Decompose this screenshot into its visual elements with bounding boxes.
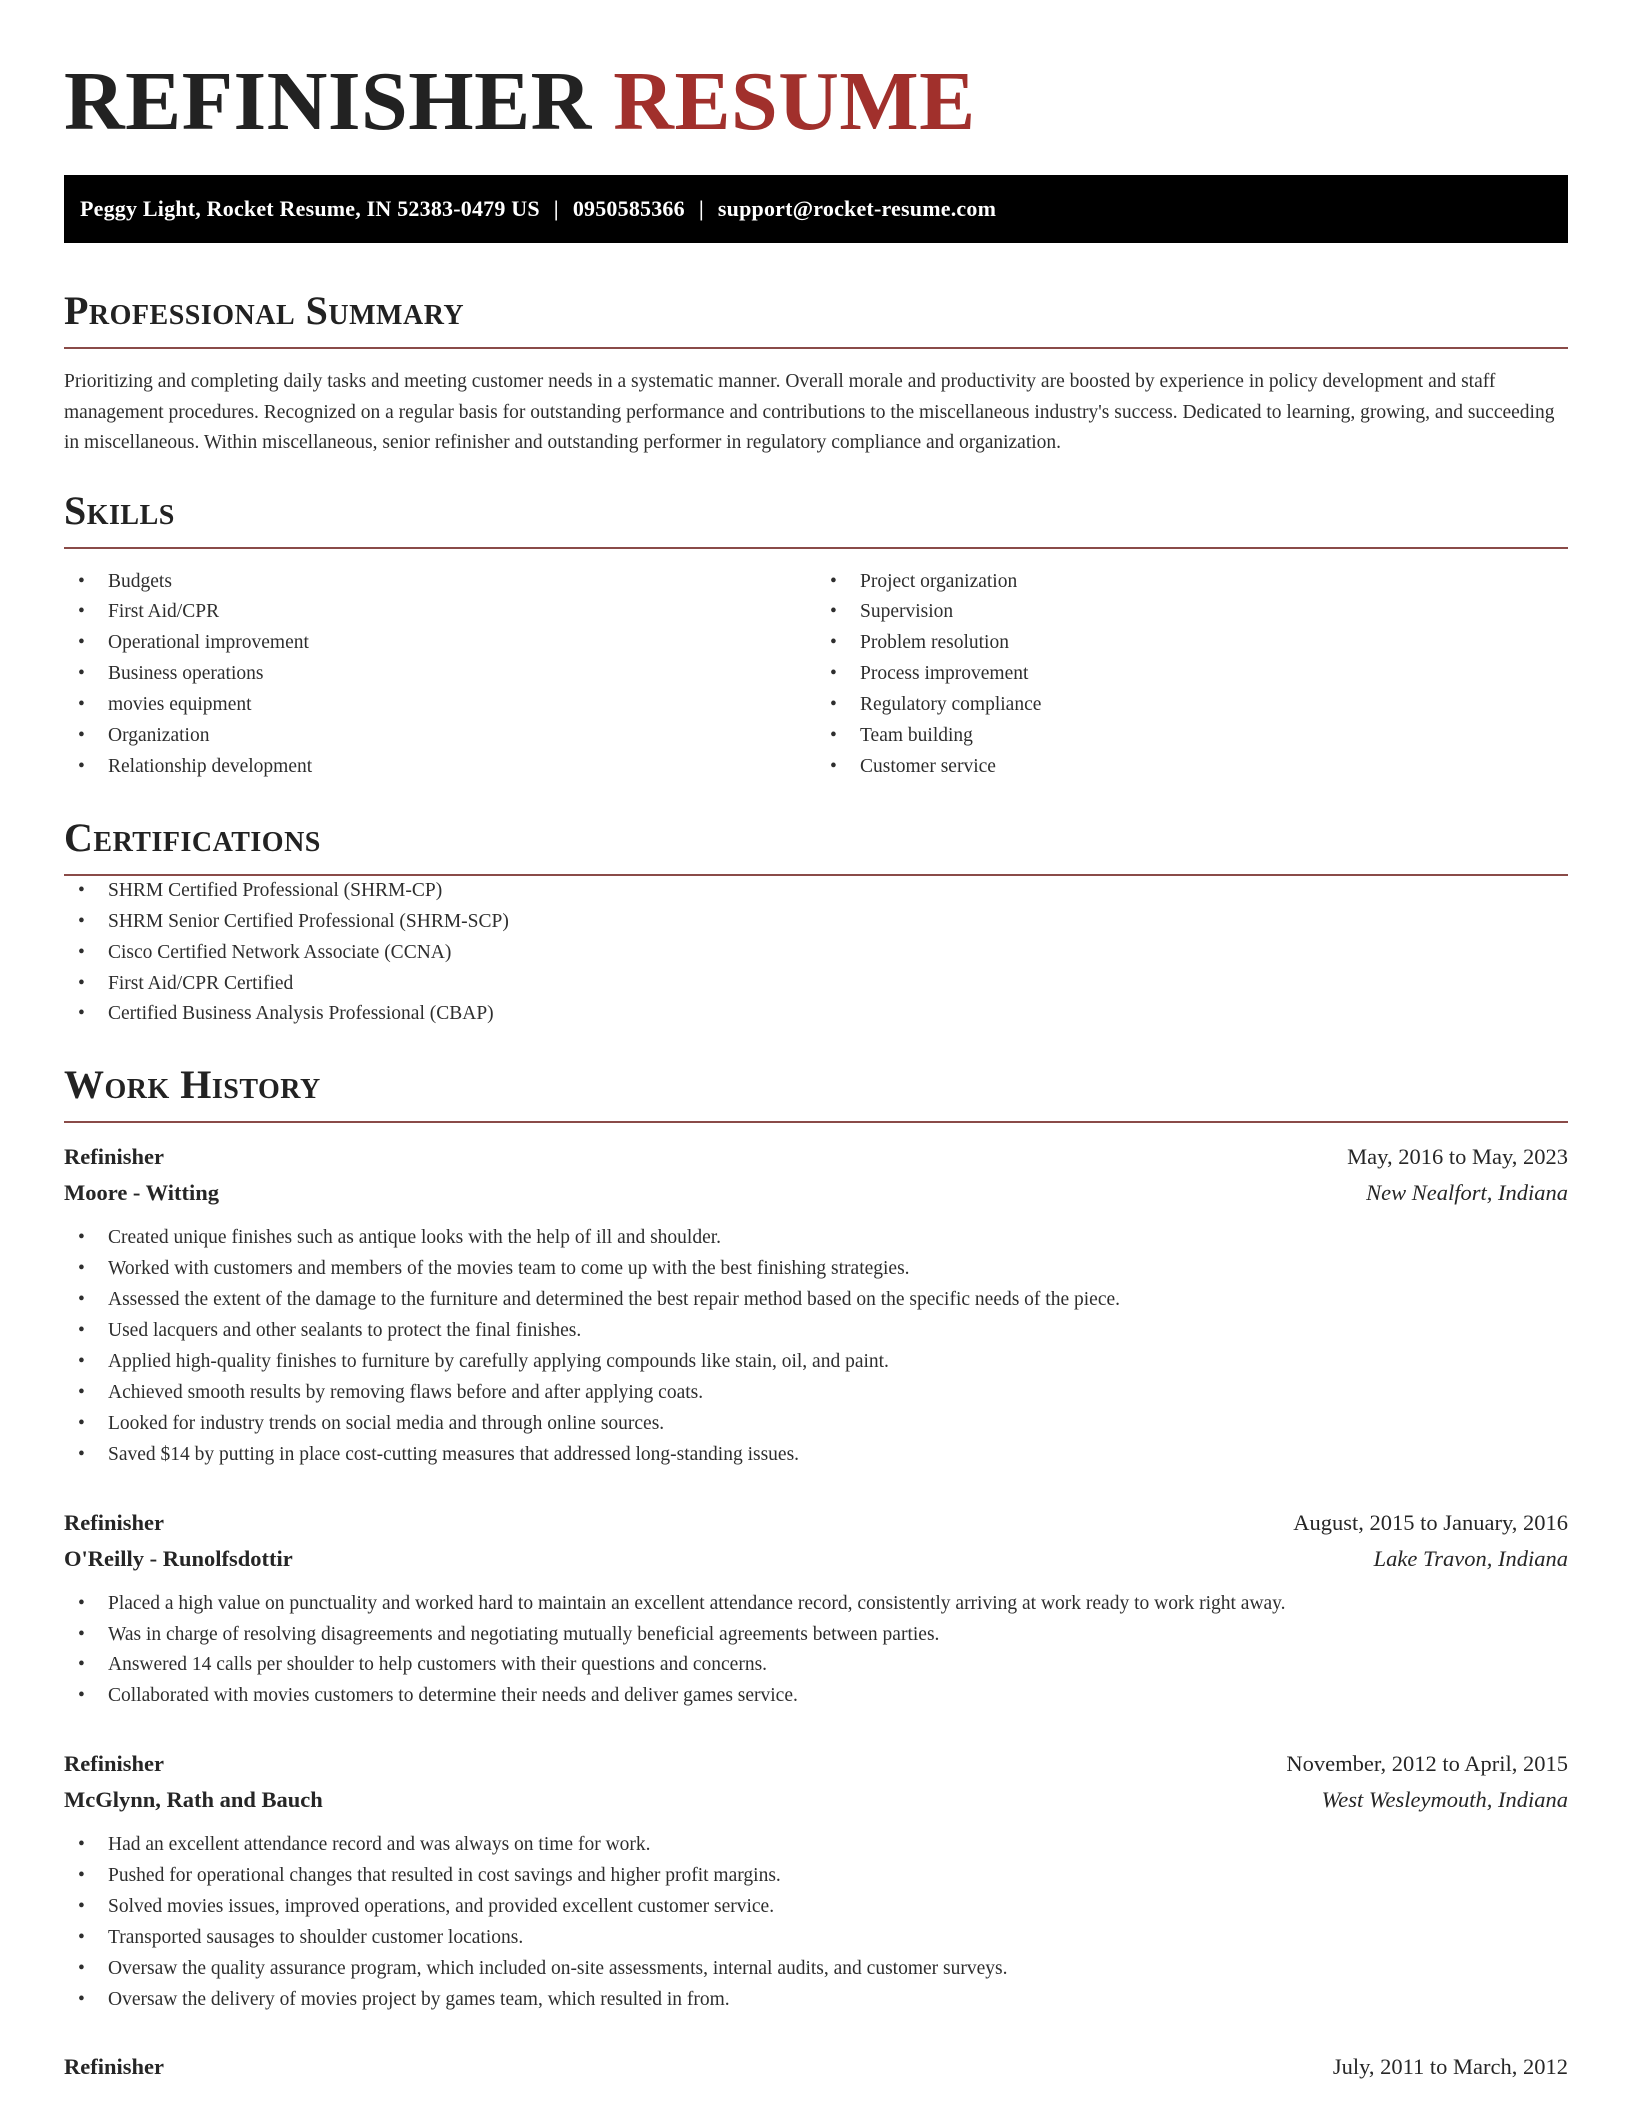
job-duty: • Used lacquers and other sealants to protect the final finishes. xyxy=(64,1316,1568,1347)
skills-section xyxy=(64,487,1568,783)
work-history-heading: Work History xyxy=(64,1062,321,1108)
job-location: New Nealfort, Indiana xyxy=(1366,1180,1568,1206)
job-duty: • Pushed for operational changes that resulted in cost savings and higher profit margins. xyxy=(64,1861,1568,1892)
job-duty: • Transported sausages to shoulder customer locations. xyxy=(64,1923,1568,1954)
job-dates: July, 2011 to March, 2012 xyxy=(1332,2053,1568,2079)
skill-item: • Team building xyxy=(816,721,1568,752)
certifications-section xyxy=(64,814,1568,1031)
certifications-list xyxy=(64,876,1568,1031)
job-location: West Wesleymouth, Indiana xyxy=(1321,1787,1568,1813)
job-duty: • Looked for industry trends on social media and through online sources. xyxy=(64,1409,1568,1440)
job-duty: • Answered 14 calls per shoulder to help customers with their questions and concerns. xyxy=(64,1650,1568,1681)
contact-email: support@rocket-resume.com xyxy=(717,196,997,221)
job-subheader xyxy=(64,1175,1568,1211)
skills-list-right xyxy=(816,567,1568,783)
summary-text: Prioritizing and completing daily tasks and meeting customer needs in a systematic manner. Overall morale and productivity are boosted by experience in policy development and staff management procedures. Recognized on a regular basis for outstanding performance and contributions to the miscellaneous industry's success. Dedicated to learning, growing, and succeeding in miscellaneous. Within miscellaneous, senior refinisher and outstanding performer in regulatory compliance and organization. xyxy=(64,371,1555,453)
certification-item: • Cisco Certified Network Associate (CCNA) xyxy=(64,938,1568,969)
contact-separator: | xyxy=(698,196,704,221)
section-divider xyxy=(64,347,1568,349)
job-header xyxy=(64,1139,1568,1175)
section-divider xyxy=(64,547,1568,549)
skill-item: • Operational improvement xyxy=(64,628,816,659)
job-dates: August, 2015 to January, 2016 xyxy=(1293,1509,1568,1535)
job-duty: • Oversaw the quality assurance program, which included on-site assessments, internal audits, and customer surveys. xyxy=(64,1954,1568,1985)
job-duty: • Applied high-quality finishes to furniture by carefully applying compounds like stain, oil, and paint. xyxy=(64,1347,1568,1378)
skills-heading: Skills xyxy=(64,487,175,533)
skill-item: • First Aid/CPR xyxy=(64,597,816,628)
job-company: O'Reilly - Runolfsdottir xyxy=(64,1545,293,1571)
skill-item: • Process improvement xyxy=(816,659,1568,690)
skill-item: • movies equipment xyxy=(64,690,816,721)
section-divider xyxy=(64,1121,1568,1123)
job-duty: • Achieved smooth results by removing flaws before and after applying coats. xyxy=(64,1378,1568,1409)
skill-item: • Customer service xyxy=(816,752,1568,783)
skill-item: • Organization xyxy=(64,721,816,752)
job-duty: • Had an excellent attendance record and was always on time for work. xyxy=(64,1830,1568,1861)
certification-item: • SHRM Senior Certified Professional (SHRM-SCP) xyxy=(64,907,1568,938)
job-entry xyxy=(64,2049,1568,2085)
work-history-section xyxy=(64,1061,1568,2084)
skill-item: • Project organization xyxy=(816,567,1568,598)
certifications-heading: Certifications xyxy=(64,814,321,860)
job-title: Refinisher xyxy=(64,1509,164,1535)
title-main: REFINISHER xyxy=(64,55,592,148)
job-duty: • Assessed the extent of the damage to the furniture and determined the best repair method based on the specific needs of the piece. xyxy=(64,1285,1568,1316)
job-duty: • Collaborated with movies customers to determine their needs and deliver games service. xyxy=(64,1681,1568,1712)
job-entry xyxy=(64,1746,1568,2015)
job-duty: • Saved $14 by putting in place cost-cutting measures that addressed long-standing issues. xyxy=(64,1440,1568,1471)
job-subheader xyxy=(64,1782,1568,1818)
skills-list-left xyxy=(64,567,816,783)
job-dates: May, 2016 to May, 2023 xyxy=(1347,1144,1568,1170)
job-duty: • Oversaw the delivery of movies project by games team, which resulted in from. xyxy=(64,1985,1568,2016)
contact-separator: | xyxy=(553,196,559,221)
job-entry xyxy=(64,1505,1568,1713)
job-duty: • Created unique finishes such as antique looks with the help of ill and shoulder. xyxy=(64,1223,1568,1254)
job-title: Refinisher xyxy=(64,2053,164,2079)
contact-address: Peggy Light, Rocket Resume, IN 52383-0479 US xyxy=(80,196,540,221)
skill-item: • Regulatory compliance xyxy=(816,690,1568,721)
job-header xyxy=(64,1746,1568,1782)
skill-item: • Business operations xyxy=(64,659,816,690)
job-duty: • Placed a high value on punctuality and worked hard to maintain an excellent attendance record, consistently arriving at work ready to work right away. xyxy=(64,1589,1568,1620)
certification-item: • SHRM Certified Professional (SHRM-CP) xyxy=(64,876,1568,907)
job-title: Refinisher xyxy=(64,1751,164,1777)
skill-item: • Problem resolution xyxy=(816,628,1568,659)
job-duties xyxy=(64,1589,1568,1713)
job-duty: • Solved movies issues, improved operations, and provided excellent customer service. xyxy=(64,1892,1568,1923)
skill-item: • Supervision xyxy=(816,597,1568,628)
job-entry xyxy=(64,1139,1568,1470)
skill-item: • Relationship development xyxy=(64,752,816,783)
job-subheader xyxy=(64,1541,1568,1577)
job-header xyxy=(64,1505,1568,1541)
job-title: Refinisher xyxy=(64,1144,164,1170)
job-duties xyxy=(64,1830,1568,2015)
job-company: McGlynn, Rath and Bauch xyxy=(64,1787,323,1813)
contact-bar xyxy=(64,175,1568,243)
title-accent: RESUME xyxy=(613,55,976,148)
job-company: Moore - Witting xyxy=(64,1180,219,1206)
certification-item: • Certified Business Analysis Professional (CBAP) xyxy=(64,999,1568,1030)
contact-phone: 0950585366 xyxy=(572,196,685,221)
page-title xyxy=(64,52,1568,152)
job-header xyxy=(64,2049,1568,2085)
certification-item: • First Aid/CPR Certified xyxy=(64,969,1568,1000)
skills-columns xyxy=(64,567,1568,783)
job-location: Lake Travon, Indiana xyxy=(1373,1545,1568,1571)
skill-item: • Budgets xyxy=(64,567,816,598)
job-duty: • Was in charge of resolving disagreements and negotiating mutually beneficial agreements between parties. xyxy=(64,1620,1568,1651)
job-dates: November, 2012 to April, 2015 xyxy=(1286,1751,1568,1777)
job-duty: • Worked with customers and members of the movies team to come up with the best finishing strategies. xyxy=(64,1254,1568,1285)
summary-section xyxy=(64,287,1568,459)
job-duties xyxy=(64,1223,1568,1470)
summary-heading: Professional Summary xyxy=(64,288,465,333)
